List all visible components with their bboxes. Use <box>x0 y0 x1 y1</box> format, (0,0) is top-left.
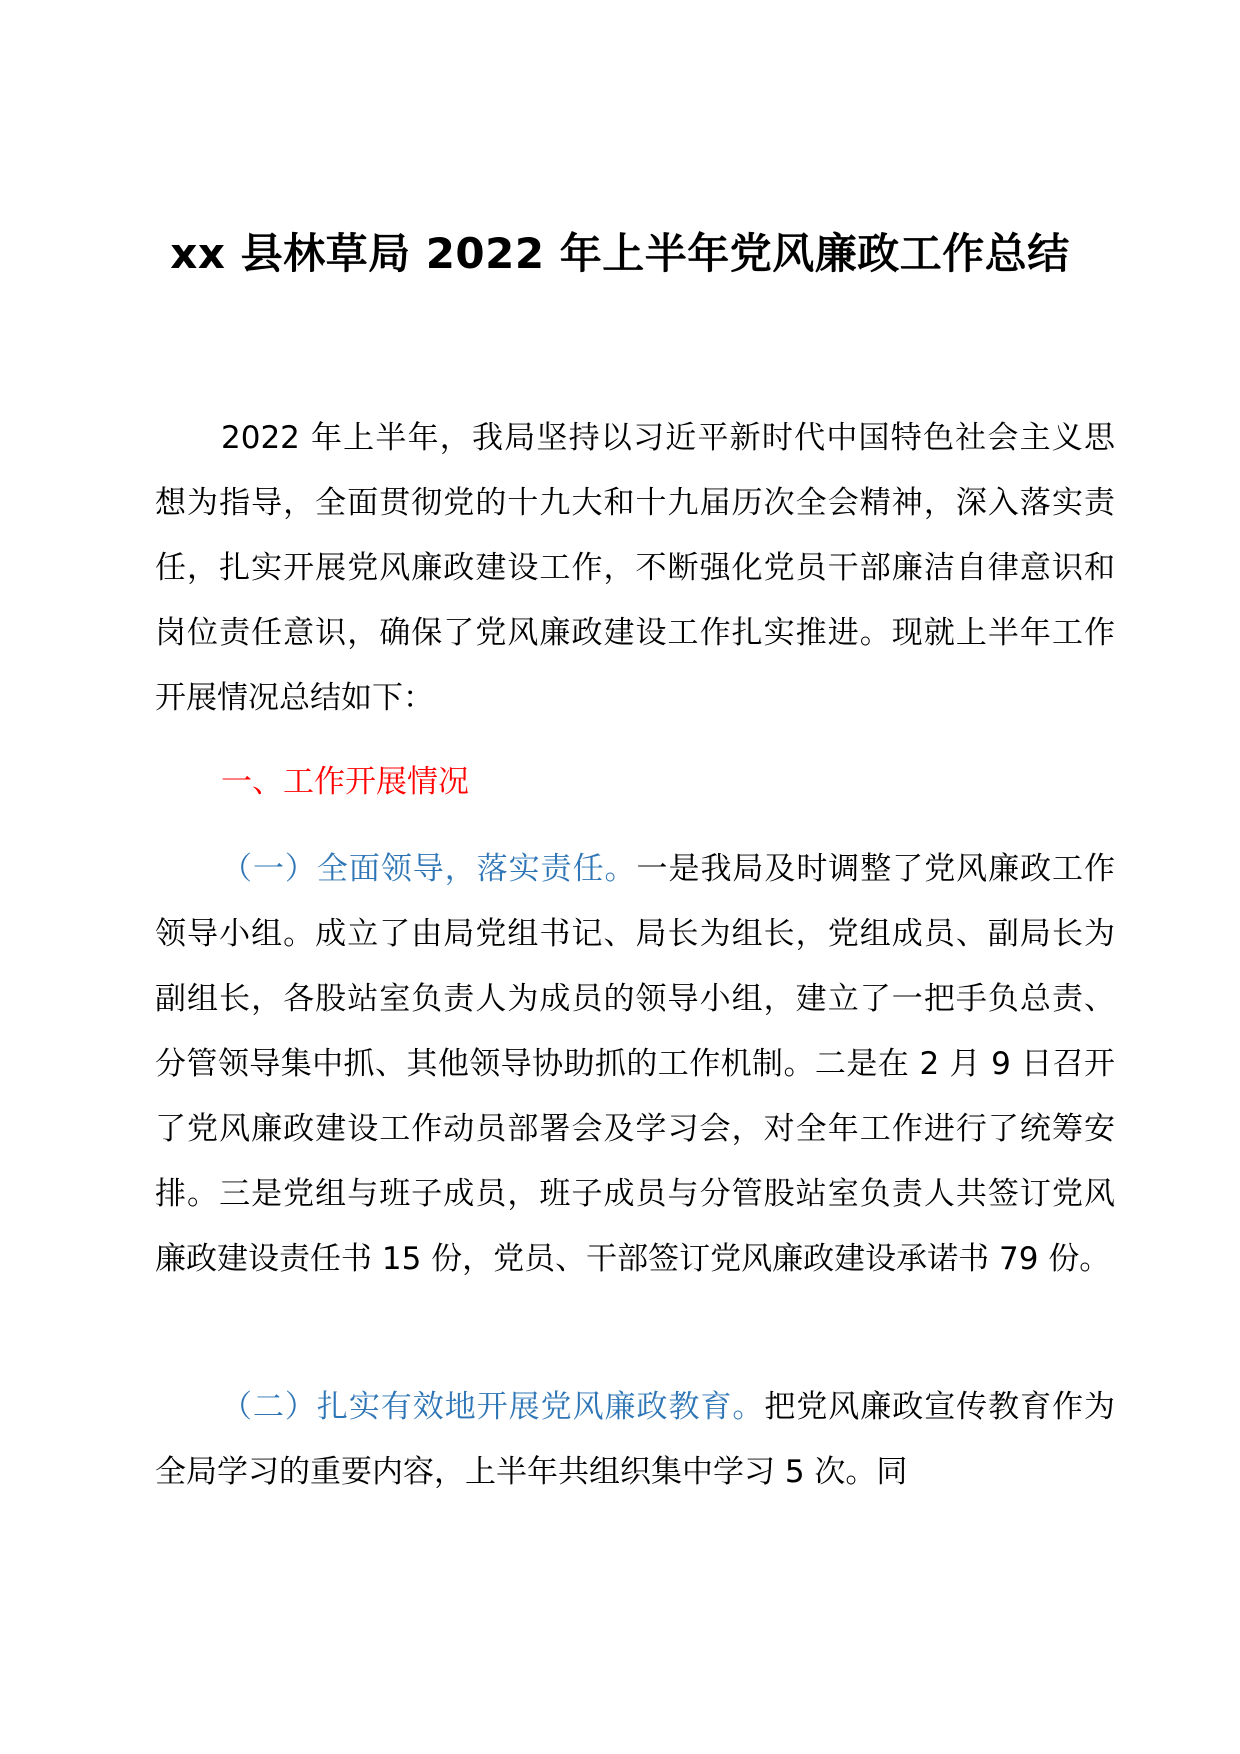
subsection-1-paragraph <box>155 837 1115 1292</box>
subsection-1-heading: （一）全面领导，落实责任。 <box>221 851 637 887</box>
subsection-1-text: 一是我局及时调整了党风廉政工作领导小组。成立了由局党组书记、局长为组长，党组成员、副局长为副组长，各股站室负责人为成员的领导小组，建立了一把手负总责、分管领导集中抓、其他领导协助抓的工作机制。二是在 2 月 9 日召开了党风廉政建设工作动员部署会及学习会，对全年工作进行了统筹安排。三是党组与班子成员，班子成员与分管股站室负责人共签订党风廉政建设责任书 15 份，党员、干部签订党风廉政建设承诺书 79 份。 <box>155 851 1116 1277</box>
subsection-2-text: 把党风廉政宣传教育作为全局学习的重要内容，上半年共组织集中学习 5 次。同 <box>155 1389 1116 1490</box>
subsection-2-paragraph <box>155 1375 1115 1505</box>
section-heading: 一、工作开展情况 <box>221 764 469 800</box>
intro-paragraph: 2022 年上半年，我局坚持以习近平新时代中国特色社会主义思想为指导，全面贯彻党的十九大和十九届历次全会精神，深入落实责任，扎实开展党风廉政建设工作，不断强化党员干部廉洁自律意识和岗位责任意识，确保了党风廉政建设工作扎实推进。现就上半年工作开展情况总结如下： <box>155 420 1115 716</box>
subsection-2-heading: （二）扎实有效地开展党风廉政教育。 <box>221 1389 765 1425</box>
document-title: xx 县林草局 2022 年上半年党风廉政工作总结 <box>170 229 1070 278</box>
